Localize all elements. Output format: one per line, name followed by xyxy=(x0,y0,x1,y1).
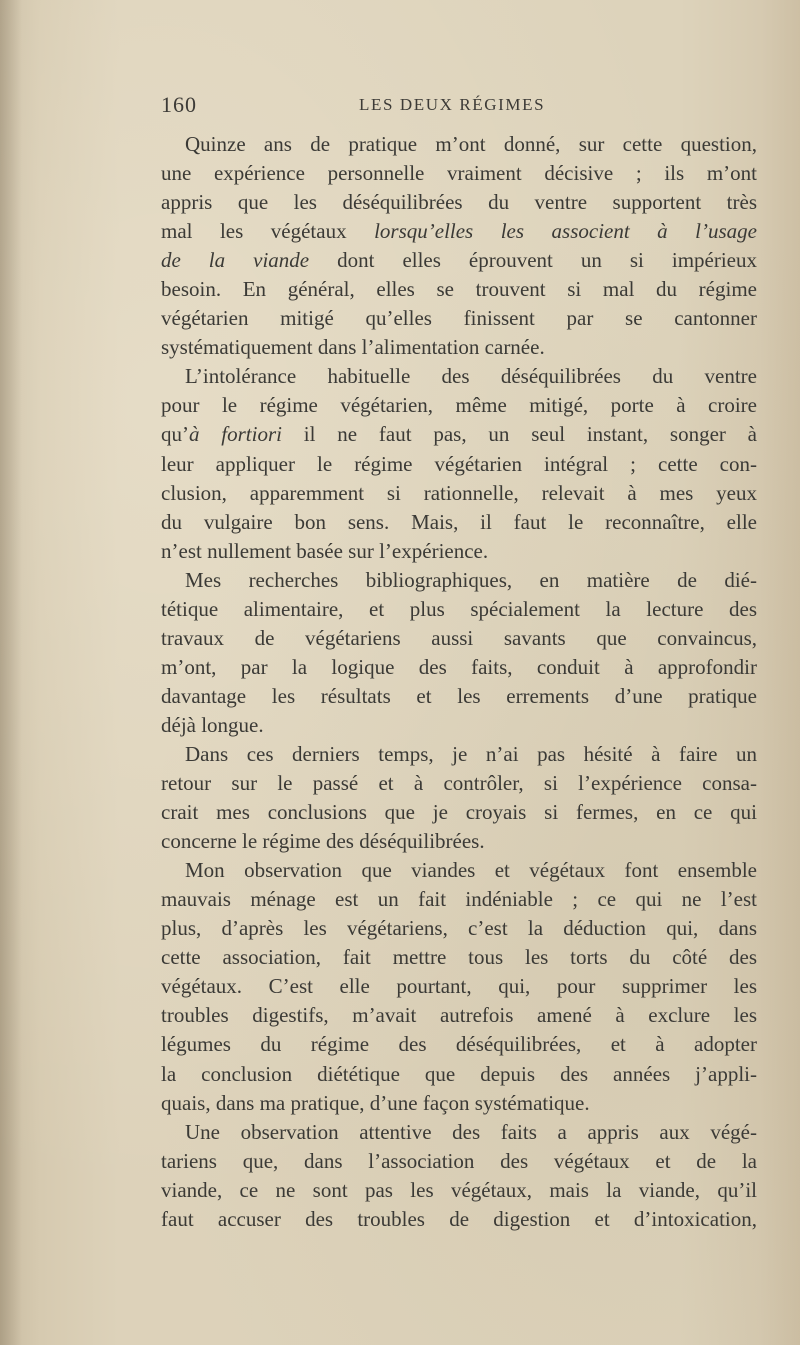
text-line: Mes recherches bibliographiques, en matière de dié- xyxy=(185,567,757,592)
text-line: appris que les déséquilibrées du ventre supportent très xyxy=(161,190,757,215)
text-line: Dans ces derniers temps, je n’ai pas hésité à faire un xyxy=(185,741,757,766)
text-line: systématiquement dans l’alimentation carnée. xyxy=(161,335,545,360)
text-line: travaux de végétariens aussi savants que convaincus, xyxy=(161,625,757,650)
text-line: déjà longue. xyxy=(161,712,264,737)
text-line: pour le régime végétarien, même mitigé, porte à croire xyxy=(161,393,757,418)
text-line: leur appliquer le régime végétarien intégral ; cette con- xyxy=(161,451,757,476)
text-line: davantage les résultats et les errements d’une pratique xyxy=(161,683,757,708)
text-segment: dont elles éprouvent un si impérieux xyxy=(309,248,757,273)
text-line: n’est nullement basée sur l’expérience. xyxy=(161,538,489,563)
text-line: Mon observation que viandes et végétaux font ensemble xyxy=(185,858,757,883)
text-line: L’intolérance habituelle des déséquilibrées du ventre xyxy=(185,364,757,389)
text-line: tariens que, dans l’association des végétaux et de la xyxy=(161,1148,757,1173)
text-line: végétarien mitigé qu’elles finissent par se cantonner xyxy=(161,306,757,331)
text-line: mauvais ménage est un fait indéniable ; ce qui ne l’est xyxy=(161,887,757,912)
text-line: du vulgaire bon sens. Mais, il faut le reconnaître, elle xyxy=(161,509,757,534)
italic-text: lorsqu’elles les associent à l’usage xyxy=(374,219,757,244)
text-line: légumes du régime des déséquilibrées, et à adopter xyxy=(161,1032,757,1057)
text-line xyxy=(161,420,757,449)
text-line xyxy=(161,217,757,246)
text-line: tétique alimentaire, et plus spécialement la lecture des xyxy=(161,596,757,621)
text-line: troubles digestifs, m’avait autrefois amené à exclure les xyxy=(161,1003,757,1028)
text-line: clusion, apparemment si rationnelle, relevait à mes yeux xyxy=(161,480,757,505)
text-segment: qu’ xyxy=(161,422,189,447)
text-line xyxy=(161,246,757,275)
text-line: besoin. En général, elles se trouvent si mal du régime xyxy=(161,277,757,302)
text-line: crait mes conclusions que je croyais si fermes, en ce qui xyxy=(161,800,757,825)
text-line: végétaux. C’est elle pourtant, qui, pour supprimer les xyxy=(161,974,757,999)
text-line: une expérience personnelle vraiment décisive ; ils m’ont xyxy=(161,161,757,186)
text-line: m’ont, par la logique des faits, conduit à approfondir xyxy=(161,654,757,679)
text-segment: mal les végétaux xyxy=(161,219,375,244)
text-segment: il ne faut pas, un seul instant, songer à xyxy=(282,422,757,447)
running-title: LES DEUX RÉGIMES xyxy=(359,95,546,114)
page-header xyxy=(161,92,757,120)
text-line: la conclusion diététique que depuis des années j’appli- xyxy=(161,1061,757,1086)
text-line: cette association, fait mettre tous les torts du côté des xyxy=(161,945,757,970)
body-text xyxy=(161,130,757,1234)
page-number: 160 xyxy=(161,92,197,117)
text-line: Quinze ans de pratique m’ont donné, sur cette question, xyxy=(185,132,757,156)
text-line: plus, d’après les végétariens, c’est la déduction qui, dans xyxy=(161,916,757,941)
italic-text: de la viande xyxy=(161,248,310,273)
text-line: viande, ce ne sont pas les végétaux, mais la viande, qu’il xyxy=(161,1177,757,1202)
italic-text: à fortiori xyxy=(189,422,282,447)
text-line: concerne le régime des déséquilibrées. xyxy=(161,829,485,854)
text-line: quais, dans ma pratique, d’une façon systématique. xyxy=(161,1090,590,1115)
text-line: faut accuser des troubles de digestion et d’intoxication, xyxy=(161,1206,757,1231)
text-line: retour sur le passé et à contrôler, si l’expérience consa- xyxy=(161,771,757,796)
text-line: Une observation attentive des faits a appris aux végé- xyxy=(185,1119,757,1144)
